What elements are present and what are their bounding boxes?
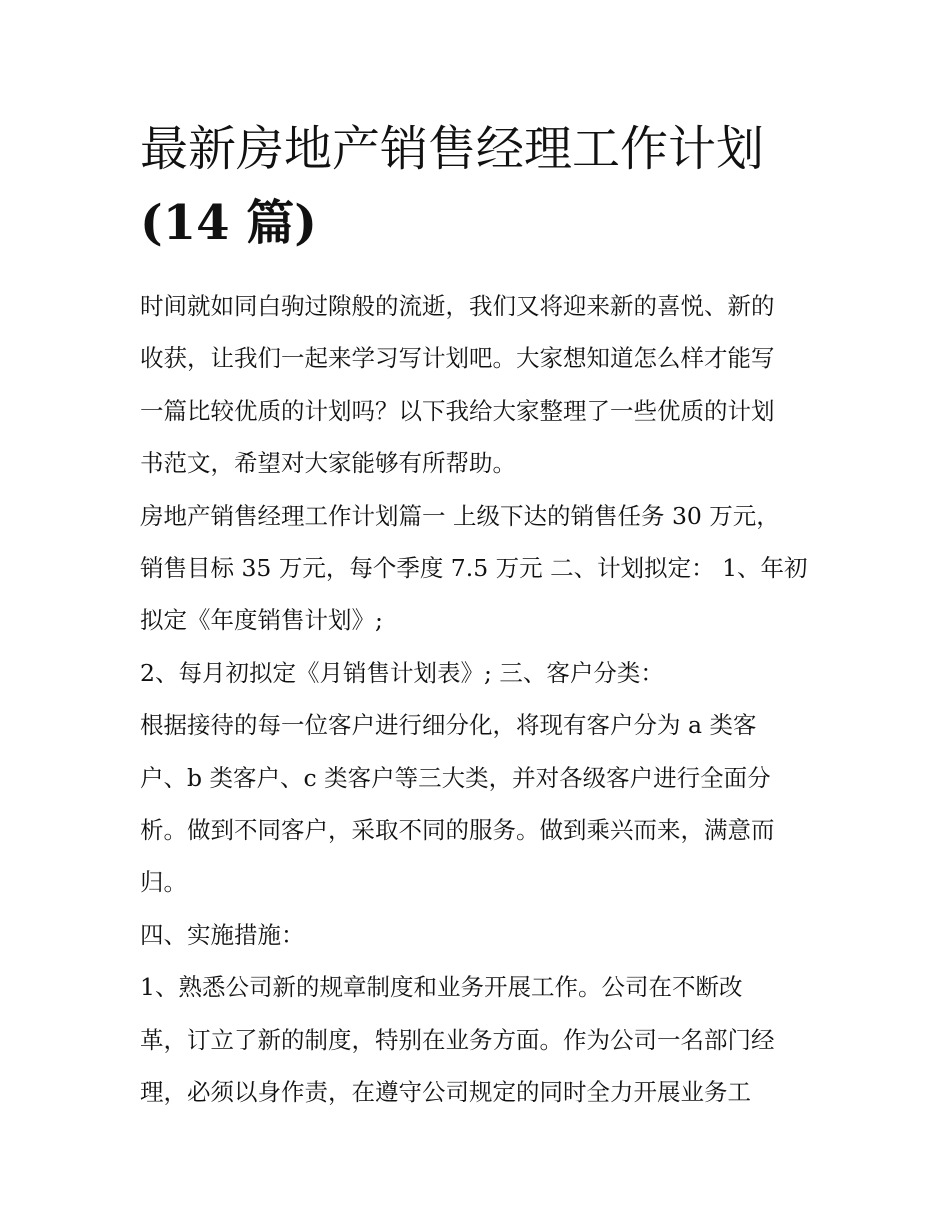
- title-line: (14 篇): [140, 195, 317, 251]
- text-line: 一篇比较优质的计划吗？以下我给大家整理了一些优质的计划: [140, 396, 775, 425]
- document-content: [140, 112, 820, 1119]
- document-title: [140, 112, 820, 260]
- text-line: 时间就如同白驹过隙般的流逝，我们又将迎来新的喜悦、新的: [140, 292, 775, 320]
- document-body: [140, 280, 820, 1119]
- paragraph-sales-target: [140, 490, 820, 647]
- text-line: 房地产销售经理工作计划篇一 上级下达的销售任务 30 万元，: [140, 501, 780, 530]
- text-line: 理，必须以身作责，在遵守公司规定的同时全力开展业务工: [140, 1078, 751, 1107]
- text-line: 1、熟悉公司新的规章制度和业务开展工作。公司在不断改: [140, 973, 743, 1002]
- text-line: 四、实施措施：: [140, 920, 305, 949]
- text-line: 销售目标 35 万元，每个季度 7.5 万元 二、计划拟定： 1、年初: [140, 554, 808, 583]
- text-line: 户、b 类客户、c 类客户等三大类，并对各级客户进行全面分: [140, 763, 771, 792]
- text-line: 归。: [140, 868, 187, 897]
- paragraph-intro: [140, 280, 820, 490]
- paragraph-measures-heading: [140, 909, 820, 961]
- paragraph-measure-one: [140, 961, 820, 1118]
- text-line: 2、每月初拟定《月销售计划表》; 三、客户分类：: [140, 658, 664, 687]
- paragraph-customer-classification: [140, 699, 820, 909]
- text-line: 书范文，希望对大家能够有所帮助。: [140, 449, 516, 478]
- title-line: 最新房地产销售经理工作计划: [140, 121, 765, 177]
- text-line: 拟定《年度销售计划》;: [140, 606, 383, 635]
- text-line: 革，订立了新的制度，特别在业务方面。作为公司一名部门经: [140, 1025, 775, 1054]
- text-line: 收获，让我们一起来学习写计划吧。大家想知道怎么样才能写: [140, 344, 775, 373]
- paragraph-monthly-plan: [140, 647, 820, 699]
- text-line: 根据接待的每一位客户进行细分化，将现有客户分为 a 类客: [140, 711, 757, 740]
- text-line: 析。做到不同客户，采取不同的服务。做到乘兴而来，满意而: [140, 816, 775, 845]
